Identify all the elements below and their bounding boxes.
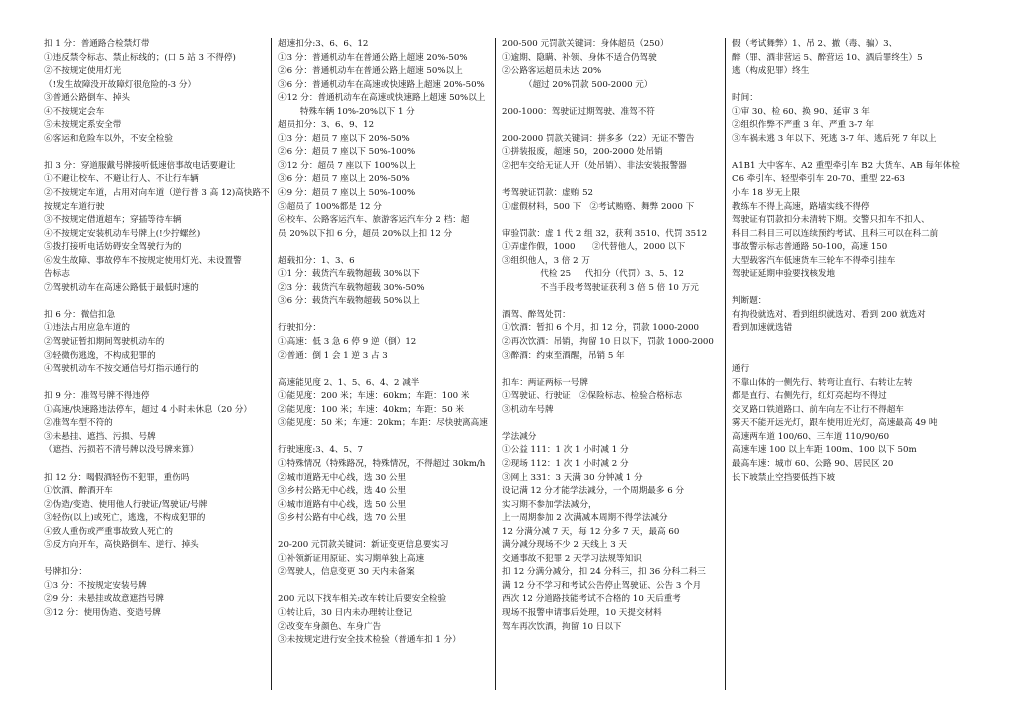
note-line: 扣车：两证两标一号牌 [502,377,588,388]
note-line: ⑥客运和危险车以外，不安全检验 [44,133,173,144]
note-line [732,350,976,364]
note-line [278,241,494,255]
note-line [502,92,724,106]
note-line: ⑦驾驶机动车在高速公路低于最低时速的 [44,282,199,293]
note-line: 超员扣分：3、6、9、12 [278,120,375,131]
note-line: ②不按规定使用灯光 [44,66,122,77]
note-line: ②6 分：超员 7 座以下 50%-100% [278,147,416,158]
note-line: 200-500 元罚款关键词：身体超员（250） [502,39,669,49]
note-line: ③车祸未逃 3 年以下、死逃 3-7 年、逃后死 7 年以上 [732,133,937,144]
note-line: ④不按规定安装机动车号牌上(!少拧螺丝) [44,228,201,239]
note-line: 通行 [732,364,750,375]
note-line: ②改变车身颜色、车身广告 [278,621,382,632]
note-line: 扣 1 分：普通路合检禁灯带 [44,39,150,49]
note-line: ②普通：倒 1 会 1 逆 3 占 3 [278,350,388,361]
note-line: ②6 分：普通机动车在普通公路上超速 50%以上 [278,66,463,77]
note-line: ④12 分：普通机动车在高速或快速路上超速 50%以上 [278,93,486,104]
note-line: ②3 分：载货汽车载物超载 30%-50% [278,282,425,293]
note-line: 最高车速：城市 60、公路 90、居民区 20 [732,458,894,469]
note-line: 高速两车道 100/60、三车道 110/90/60 [732,431,890,442]
note-line: 小车 18 岁无上限 [732,188,800,199]
note-line: 考驾驶证罚款：虚贿 52 [502,188,594,199]
note-line: ①3 分：超员 7 座以下 20%-50% [278,133,410,144]
note-line: ①高速/快速路违法停车，超过 4 小时未休息（20 分） [44,404,252,415]
note-line [44,377,270,391]
note-line: ③未悬挂、遮挡、污损、号牌 [44,431,156,442]
note-line: ①3 分：普通机动车在普通公路上超速 20%-50% [278,52,468,63]
note-line: C6 牵引车、轻型牵引车 20-70、重型 22-63 [732,174,905,185]
note-line: ③轻伤(以上)或死亡，逃逸，不构成犯罪的 [44,513,206,524]
note-line: 超载扣分：1、3、6 [278,255,355,266]
note-line: 驾驶证有罚款扣分未清转下期。交警只扣车不扣人、 [732,215,930,226]
note-line: 行驶扣分： [278,323,321,334]
note-line: ⑥发生故障、事故停车不按规定使用灯光、未设置警 [44,255,242,266]
note-line: 醉（罪、酒非营运 5、醉营运 10、酒后罪终生）5 [732,52,923,63]
note-line: 扣 9 分：准驾号牌不得违停 [44,391,150,402]
note-line: ②驾驶证暂扣期间驾驶机动车的 [44,337,165,348]
note-line [278,309,494,323]
note-line: 逃（构成犯罪）终生 [732,66,810,77]
note-line: 高速车速 100 以上车距 100m、100 以下 50m [732,445,917,456]
notes-column-4 [726,38,976,682]
note-line: 驾驶证延期申验要找核发地 [732,269,836,280]
note-line: 交通事故不犯罪 2 天学习法规等知识 [502,553,642,564]
note-line: ③6 分：载货汽车载物超载 50%以上 [278,296,420,307]
note-line: 审验罚款：虚 1 代 2 组 32，获利 3510、代罚 3512 [502,228,708,239]
note-line: 假（考试舞弊）1、吊 2、撤（毒、骗）3、 [732,39,898,49]
note-line [732,146,976,160]
note-line: ⑤乡村公路有中心线，选 70 公里 [278,513,407,524]
note-line: ②准驾车型不符的 [44,418,113,429]
note-line: 现场不报警申请事后处理，10 天提交材料 [502,607,662,618]
note-line: ①审 30、检 60、换 90、延审 3 年 [732,106,870,117]
note-line: 有拘役就选对、看到组织就选对、看到 200 就选对 [732,309,926,320]
note-line: 交叉路口铁道路口、前车向左不让行不得超车 [732,404,904,415]
note-line: ④9 分：超员 7 座以上 50%-100% [278,188,416,199]
note-line: 高速能见度 2、1、5、6、4、2 减半 [278,377,420,388]
note-line: 扣 6 分：微信扣急 [44,309,116,320]
note-line: ①违反禁令标志、禁止标线的；(口 5 站 3 不得停) [44,52,236,63]
note-line [278,526,494,540]
note-line: ③未按规定进行安全技术检验（普通车扣 1 分） [278,635,461,646]
note-line: ④城市道路有中心线，选 50 公里 [278,499,407,510]
note-line: 判断题： [732,296,767,307]
note-line: 行驶速度:3、4、5、7 [278,445,363,456]
note-line: ③能见度：50 米；车速：20km；车距：尽快驶离高速 [278,418,488,429]
note-line: 员 20%以下扣 6 分，超员 20%以上扣 12 分 [278,228,453,239]
note-line [732,336,976,350]
note-line: 200 元以下找车相关:改车转让后要安全检验 [278,594,447,605]
note-line: 200-2000 罚款关键词：拼多多（22）无证不警告 [502,133,695,144]
note-line: 扣 12 分满分减分，扣 24 分科三，扣 36 分科二科三 [502,567,706,578]
note-line: ②伪造/变造、使用他人行驶证/驾驶证/号牌 [44,499,208,510]
note-line: ③轻微伤逃逸，不构成犯罪的 [44,350,156,361]
note-line: ④驾驶机动车不按交通信号灯指示通行的 [44,364,199,375]
note-line: 满分减分现场不少 2 天线上 3 天 [502,540,627,551]
note-line: ③乡村公路无中心线，选 40 公里 [278,486,407,497]
note-line: 12 分满分减 7 天，每 12 分多 7 天，最高 60 [502,526,680,537]
note-line: 200-1000：驾驶证过期驾驶、准驾不符 [502,106,655,117]
note-line: ①公益 111：1 次 1 小时减 1 分 [502,445,629,456]
note-line: 实习期不参加学法减分， [502,499,597,510]
note-line: 特殊车辆 10%-20%以下 1 分 [278,106,415,117]
note-line: ①虚假材料，500 下 ②考试贿赂、舞弊 2000 下 [502,201,695,212]
note-line: 长下坡禁止空挡要低挡下坡 [732,472,836,483]
note-line [502,173,724,187]
notes-column-1 [38,38,270,682]
note-line: 不靠山体的一侧先行、转弯让直行、右转让左转 [732,377,913,388]
note-line [44,295,270,309]
note-line: ③醉酒：约束至酒醒，吊销 5 年 [502,350,625,361]
note-line [502,363,724,377]
notes-column-2 [272,38,494,682]
note-line: 设记满 12 分才能学法减分，一个周期最多 6 分 [502,486,685,497]
note-line: ④致人重伤或严重事故致人死亡的 [44,526,173,537]
note-line [44,146,270,160]
note-line: 扣 12 分：喝假酒轻伤不犯罪，重伤吗 [44,472,190,483]
note-line: 时间： [732,93,758,104]
note-line: ③普通公路倒车、掉头 [44,93,130,104]
note-line: ⑤未按规定系安全带 [44,120,122,131]
note-line: ①违法占用应急车道的 [44,323,130,334]
note-line: ①1 分：载货汽车载物超载 30%以下 [278,269,420,280]
note-line: ②再次饮酒：吊销，拘留 10 日以下，罚款 1000-2000 [502,337,714,348]
note-line: 雾天不能开远光灯，跟车使用近光灯，高速最高 49 吨 [732,418,938,429]
note-line: ①弄虚作假，1000 ②代替他人，2000 以下 [502,242,686,253]
note-line: ①补领新证用原证、实习期单独上高速 [278,553,425,564]
note-line: 上一周期参加 2 次满减本周期不得学法减分 [502,513,668,524]
note-line: ⑤超员了 100%都是 12 分 [278,201,382,212]
note-line: ⑤反方向开车，高快路倒车、逆行、掉头 [44,540,199,551]
note-line: ①拼装报废，超速 50，200-2000 处吊销 [502,147,663,158]
note-line: ①3 分：不按规定安装号牌 [44,580,147,591]
note-line: （超过 20%罚款 500-2000 元） [502,79,653,90]
note-line [502,119,724,133]
note-line: ①饮酒、醉酒开车 [44,486,113,497]
note-line: ③12 分：使用伪造、变造号牌 [44,607,161,618]
note-line: ③不按规定借道超车；穿插等待车辆 [44,215,182,226]
note-line: 号牌扣分： [44,567,87,578]
note-line: ②组织作弊不严重 3 年、严重 3-7 年 [732,120,874,131]
note-line: 大型载客汽车低速货车三轮车不得牵引挂车 [732,255,896,266]
note-line: 20-200 元罚款关键词：新证变更信息要实习 [278,540,449,551]
note-line: 都是直行、右侧先行，红灯亮起均不得过 [732,391,887,402]
note-line: 看到加速就选错 [732,323,793,334]
note-line: ④不按规定会车 [44,106,105,117]
note-line: 西次 12 分道路技能考试不合格的 10 天后重考 [502,594,681,605]
note-line: ②把车交给无证人开（处吊销）、非法安装报警器 [502,160,687,171]
note-line: ①特殊情况（特殊路况，特殊情况，不得超过 30km/h [278,458,486,469]
note-line: ①能见度：200 米；车速：60km；车距：100 米 [278,391,470,402]
note-line: ②公路客运超员未达 20% [502,66,602,77]
note-line: 告标志 [44,269,70,280]
note-line: 教练车不得上高速，路墙实线不得停 [732,201,870,212]
note-line: （!发生故障没开故障灯很危险的-3 分） [44,79,197,90]
note-line [502,214,724,228]
notes-column-3 [496,38,724,682]
note-line: ②城市道路无中心线，选 30 公里 [278,472,407,483]
note-line: 扣 3 分：穿道服戴号牌接听低速倍事故电话要避让 [44,160,236,171]
note-line: 不当手段考驾驶证获利 3 倍 5 倍 10 万元 [502,282,699,293]
note-line: 代检 25 代扣分（代罚）3、5、12 [502,269,684,280]
note-line: 酒驾、醉驾处罚： [502,309,571,320]
note-line: 学法减分 [502,431,537,442]
note-line [502,417,724,431]
note-line [44,458,270,472]
note-line: 驾车再次饮酒，拘留 10 日以下 [502,621,622,632]
note-line: 满 12 分不学习和考试公告停止驾驶证、公告 3 个月 [502,580,702,591]
note-line: ③6 分：普通机动车在高速或快速路上超速 20%-50% [278,79,485,90]
note-line: ②不按规定车道，占用对向车道（逆行普 3 高 12)高快路不 [44,188,270,199]
note-line: ①饮酒：暂扣 6 个月，扣 12 分，罚款 1000-2000 [502,323,700,334]
note-line: ①转让后，30 日内未办理转让登记 [278,607,412,618]
note-line: ③组织他人，3 倍 2 万 [502,255,590,266]
note-line: ⑥校车、公路客运汽车、旅游客运汽车分 2 档：超 [278,215,470,226]
note-line [732,79,976,93]
note-line: 超速扣分:3、6、6、12 [278,39,369,49]
note-line: ①高速：低 3 急 6 停 9 逆（倒）12 [278,337,417,348]
note-line [278,580,494,594]
note-line: ③网上 331：3 天满 30 分钟减 1 分 [502,472,643,483]
note-line: ②能见度：100 米；车速：40km；车距：50 米 [278,404,464,415]
note-line: ②现场 112：1 次 1 小时减 2 分 [502,458,629,469]
note-line [502,295,724,309]
note-line: ③机动车号牌 [502,404,554,415]
note-line: ①逾期、隐瞒、补领、身体不适合仍驾驶 [502,52,657,63]
note-line: （遮挡、污损若不清号牌以没号牌来算） [44,445,199,456]
note-line: ②9 分：未悬挂或故意遮挡号牌 [44,594,164,605]
note-line: 按规定车道行驶 [44,201,105,212]
note-line: ①驾驶证、行驶证 ②保险标志、检验合格标志 [502,391,683,402]
note-line: ⑤拨打接听电话妨碍安全驾驶行为的 [44,242,182,253]
note-line: ③6 分：超员 7 座以上 20%-50% [278,174,410,185]
note-line: ②驾驶人，信息变更 30 天内未备案 [278,567,415,578]
note-line: 事故警示标志普通路 50-100，高速 150 [732,242,888,253]
note-line: ③12 分：超员 7 座以下 100%以上 [278,160,416,171]
note-line: 科目二科目三可以连续预约考试、且科三可以在科二前 [732,228,939,239]
note-line [278,363,494,377]
note-line [278,431,494,445]
note-line: ①不避让校车、不避让行人、不让行车辆 [44,174,199,185]
note-line [732,282,976,296]
note-line: A1B1 大中客车、A2 重型牵引车 B2 大货车、AB 每年体检 [732,160,960,171]
note-line [44,553,270,567]
